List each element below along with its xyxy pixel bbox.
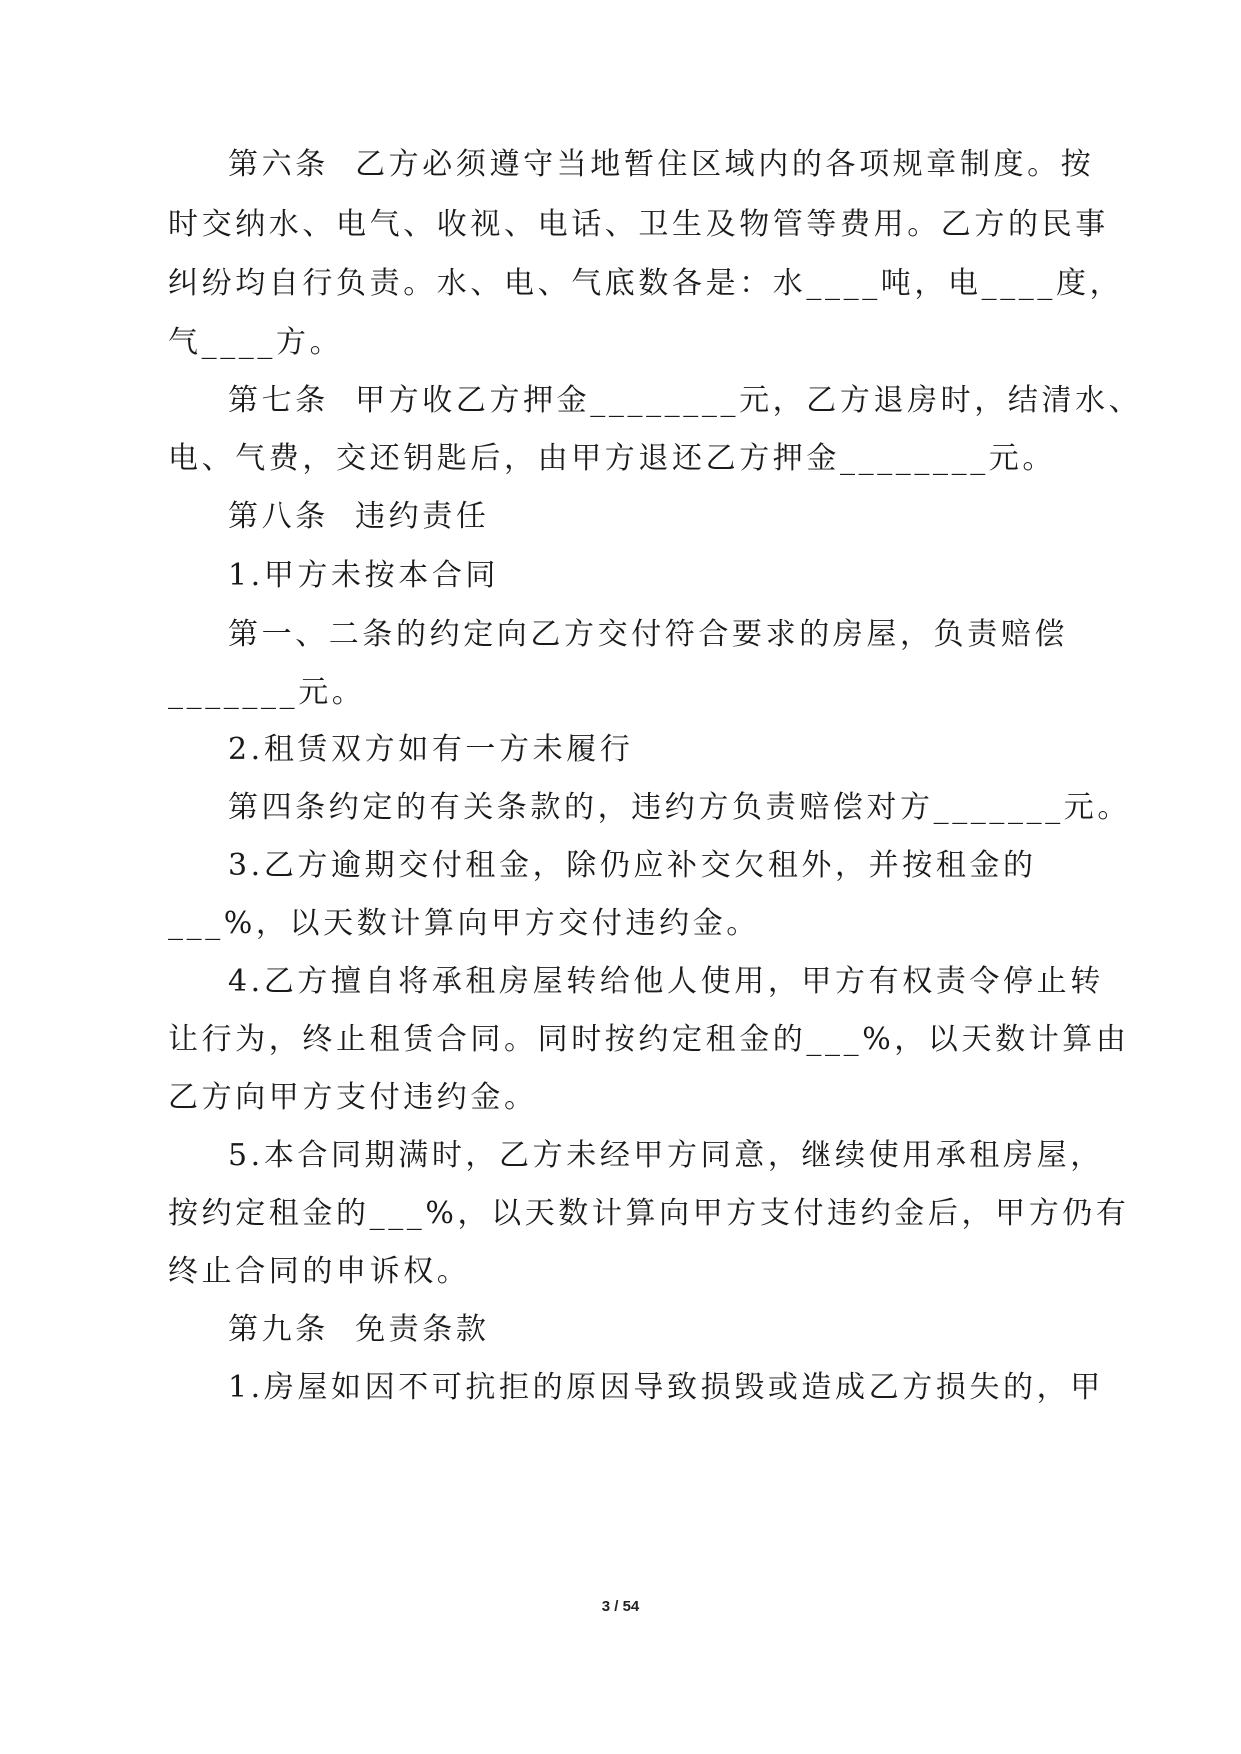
text-line: 气____方。 [168,325,344,360]
text-line: 终止合同的申诉权。 [168,1254,471,1289]
text-line: 2.租赁双方如有一方未履行 [228,732,634,767]
text-line: 4.乙方擅自将承租房屋转给他人使用，甲方有权责令停止转 [228,964,1104,999]
text-line: 1.甲方未按本合同 [228,558,500,593]
page-number: 3 / 54 [601,1598,640,1615]
section-heading: 第八条 违约责任 [228,499,490,534]
text-line: 时交纳水、电气、收视、电话、卫生及物管等费用。乙方的民事 [168,207,1109,242]
text-line: 5.本合同期满时，乙方未经甲方同意，继续使用承租房屋， [228,1138,1104,1173]
text-line: 1.房屋如因不可抗拒的原因导致损毁或造成乙方损失的，甲 [228,1370,1104,1405]
text-line: 电、气费，交还钥匙后，由甲方退还乙方押金________元。 [168,441,1056,476]
text-line: 第一、二条的约定向乙方交付符合要求的房屋，负责赔偿 [228,617,1068,652]
text-line: 让行为，终止租赁合同。同时按约定租金的___%，以天数计算由 [168,1022,1130,1057]
text-line: 3.乙方逾期交付租金，除仍应补交欠租外，并按租金的 [228,848,1037,883]
text-line: 按约定租金的___%，以天数计算向甲方支付违约金后，甲方仍有 [168,1196,1130,1231]
text-line: 第四条约定的有关条款的，违约方负责赔偿对方_______元。 [228,790,1131,825]
text-line: 纠纷均自行负责。水、电、气底数各是：水____吨，电____度， [168,266,1124,301]
text-line: 第六条 乙方必须遵守当地暂住区域内的各项规章制度。按 [228,147,1095,182]
section-heading: 第九条 免责条款 [228,1312,490,1347]
text-line: ___%，以天数计算向甲方交付违约金。 [168,906,760,941]
text-line: _______元。 [168,675,366,710]
text-line: 乙方向甲方支付违约金。 [168,1080,538,1115]
text-line: 第七条 甲方收乙方押金________元，乙方退房时，结清水、 [228,383,1143,418]
